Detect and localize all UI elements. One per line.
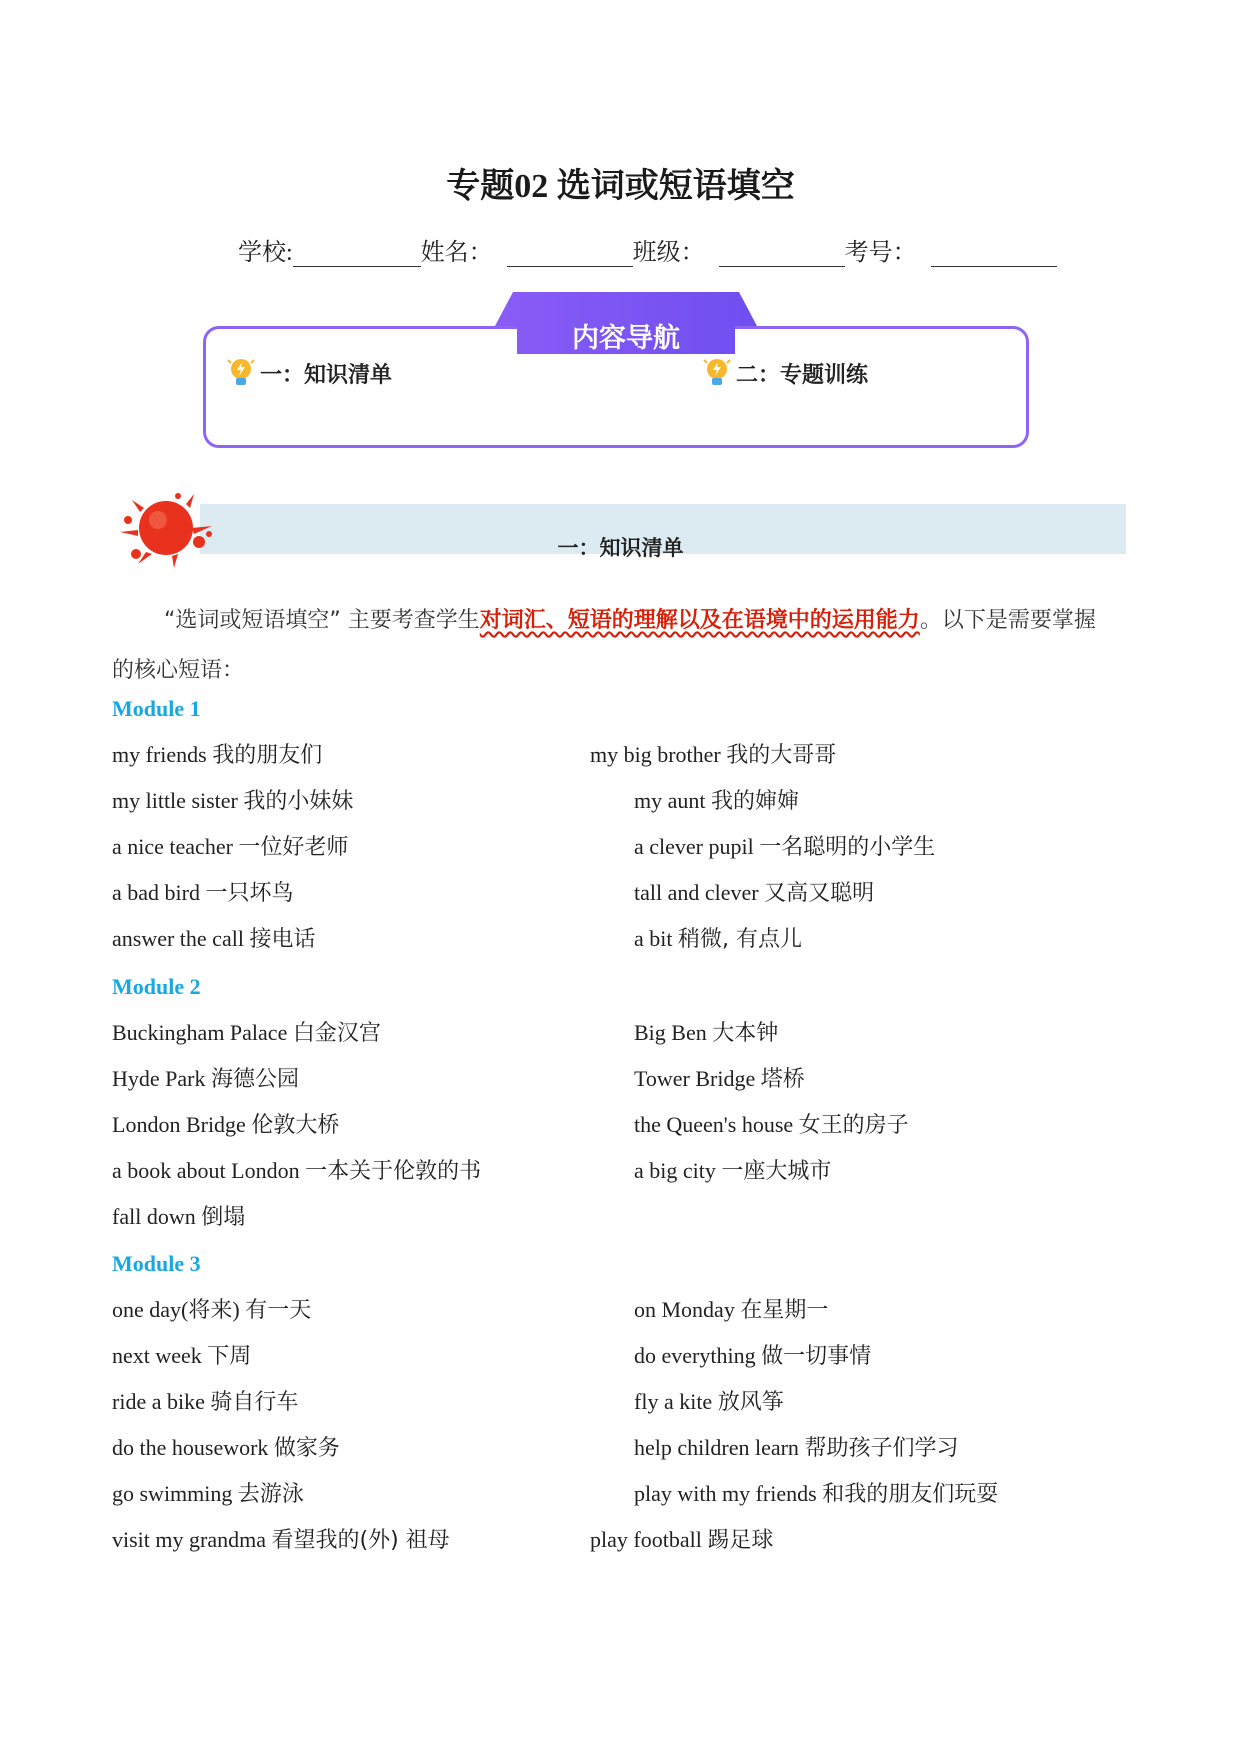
phrase-item	[112, 922, 315, 953]
phrase-english: Tower Bridge	[634, 1066, 761, 1091]
name-label: 姓名：	[420, 240, 493, 266]
name-field[interactable]	[507, 244, 633, 267]
phrase-english: go swimming	[112, 1481, 238, 1506]
phrase-item	[112, 1154, 481, 1185]
phrase-item	[634, 1016, 778, 1047]
phrase-chinese: 下周	[207, 1344, 252, 1369]
phrase-item	[634, 1154, 831, 1185]
phrase-chinese: 骑自行车	[210, 1390, 299, 1415]
phrase-chinese: 踢足球	[707, 1528, 774, 1553]
phrase-item	[112, 1339, 251, 1370]
phrase-chinese: 伦敦大桥	[251, 1113, 340, 1138]
phrase-english: a clever pupil	[634, 834, 760, 859]
phrase-chinese: 在星期一	[740, 1298, 829, 1323]
phrase-chinese: 塔桥	[760, 1067, 805, 1092]
phrase-item	[112, 1477, 304, 1508]
phrase-item	[112, 1108, 339, 1139]
phrase-chinese: 海德公园	[210, 1067, 299, 1092]
phrase-english: Buckingham Palace	[112, 1020, 293, 1045]
phrase-english: fall down	[112, 1204, 202, 1229]
phrase-item	[634, 1062, 805, 1093]
phrase-item	[634, 1293, 828, 1324]
module-heading: Module 2	[112, 974, 201, 999]
phrase-item	[112, 1016, 381, 1047]
phrase-item	[634, 1339, 871, 1370]
nav-item-label: 二：专题训练	[736, 362, 869, 388]
phrase-english: on Monday	[634, 1297, 741, 1322]
phrase-item	[112, 1062, 299, 1093]
phrase-chinese: 白金汉宫	[292, 1021, 381, 1046]
phrase-english: my aunt	[634, 788, 711, 813]
lightbulb-icon	[226, 356, 256, 390]
class-label: 班级：	[632, 240, 705, 266]
phrase-item	[112, 876, 293, 907]
nav-item-training[interactable]	[702, 356, 868, 390]
phrase-item	[112, 1523, 450, 1554]
phrase-item	[634, 876, 874, 907]
phrase-chinese: 接电话	[249, 927, 316, 952]
phrase-chinese: 一座大城市	[721, 1159, 832, 1184]
phrase-english: ride a bike	[112, 1389, 211, 1414]
phrase-english: a bad bird	[112, 880, 206, 905]
phrase-english: a bit	[634, 926, 678, 951]
phrase-chinese: 我的小妹妹	[243, 789, 354, 814]
phrase-english: a book about London	[112, 1158, 306, 1183]
phrase-english: tall and clever	[634, 880, 765, 905]
phrase-item	[634, 1385, 784, 1416]
phrase-chinese: 一只坏鸟	[205, 881, 294, 906]
phrase-english: next week	[112, 1343, 208, 1368]
intro-highlight: 对词汇、短语的理解以及在语境中的运用能力	[479, 608, 920, 633]
exam-no-label: 考号：	[844, 240, 917, 266]
phrase-chinese: 一位好老师	[238, 835, 349, 860]
phrase-chinese: 倒塌	[201, 1205, 246, 1230]
school-label: 学校:	[238, 240, 293, 266]
intro-paragraph: “选词或短语填空” 主要考查学生对词汇、短语的理解以及在语境中的运用能力。以下是需要掌握的核心短语：	[112, 608, 1096, 683]
phrase-item	[112, 830, 348, 861]
phrase-chinese: 女王的房子	[798, 1113, 909, 1138]
section-title: 一：知识清单	[557, 536, 684, 560]
phrase-english: my big brother	[590, 742, 727, 767]
phrase-english: visit my grandma	[112, 1527, 272, 1552]
phrase-item	[634, 1108, 909, 1139]
phrase-chinese: 去游泳	[237, 1482, 304, 1507]
phrase-chinese: 我的朋友们	[212, 743, 323, 768]
phrase-item	[112, 1385, 298, 1416]
nav-title: 内容导航	[572, 323, 680, 354]
phrase-chinese: 看望我的(外) 祖母	[271, 1528, 450, 1553]
phrase-chinese: 有一天	[245, 1298, 312, 1323]
page-title: 专题02 选词或短语填空	[446, 168, 795, 205]
phrase-chinese: 我的婶婶	[711, 789, 800, 814]
phrase-chinese: 做一切事情	[761, 1344, 872, 1369]
phrase-english: a nice teacher	[112, 834, 239, 859]
exam-no-field[interactable]	[931, 244, 1057, 267]
phrase-english: the Queen's house	[634, 1112, 799, 1137]
nav-item-knowledge[interactable]	[226, 356, 392, 390]
student-info-line	[238, 232, 1057, 267]
phrase-english: help children learn	[634, 1435, 805, 1460]
phrase-english: do everything	[634, 1343, 762, 1368]
lightbulb-icon	[702, 356, 732, 390]
phrase-item	[634, 830, 935, 861]
phrase-item	[634, 922, 802, 953]
phrase-chinese: 放风筝	[717, 1390, 784, 1415]
phrase-chinese: 做家务	[273, 1436, 340, 1461]
module-heading: Module 1	[112, 696, 201, 721]
phrase-chinese: 一本关于伦敦的书	[305, 1159, 482, 1184]
phrase-chinese: 大本钟	[712, 1021, 779, 1046]
phrase-item	[590, 738, 836, 769]
phrase-english: one day(将来)	[112, 1297, 246, 1322]
phrase-item	[634, 1477, 998, 1508]
phrase-english: fly a kite	[634, 1389, 718, 1414]
phrase-chinese: 又高又聪明	[764, 881, 875, 906]
phrase-english: London Bridge	[112, 1112, 252, 1137]
phrase-chinese: 稍微, 有点儿	[678, 927, 802, 952]
phrase-english: answer the call	[112, 926, 250, 951]
phrase-english: do the housework	[112, 1435, 274, 1460]
phrase-english: Big Ben	[634, 1020, 713, 1045]
phrase-english: Hyde Park	[112, 1066, 211, 1091]
phrase-english: my friends	[112, 742, 213, 767]
phrase-chinese: 帮助孩子们学习	[804, 1436, 959, 1461]
phrase-item	[112, 1293, 311, 1324]
phrase-english: a big city	[634, 1158, 722, 1183]
phrase-chinese: 一名聪明的小学生	[759, 835, 936, 860]
phrase-item	[590, 1523, 773, 1554]
phrase-item	[634, 784, 799, 815]
phrase-item	[112, 784, 353, 815]
phrase-chinese: 和我的朋友们玩耍	[822, 1482, 999, 1507]
phrase-english: play with my friends	[634, 1481, 823, 1506]
class-field[interactable]	[719, 244, 845, 267]
phrase-item	[112, 1431, 340, 1462]
module-heading: Module 3	[112, 1251, 201, 1276]
school-field[interactable]	[293, 244, 421, 267]
phrase-item	[634, 1431, 958, 1462]
nav-item-label: 一：知识清单	[260, 362, 393, 388]
phrase-item	[112, 738, 322, 769]
phrase-chinese: 我的大哥哥	[726, 743, 837, 768]
phrase-english: play football	[590, 1527, 708, 1552]
phrase-english: my little sister	[112, 788, 244, 813]
phrase-item	[112, 1200, 245, 1231]
